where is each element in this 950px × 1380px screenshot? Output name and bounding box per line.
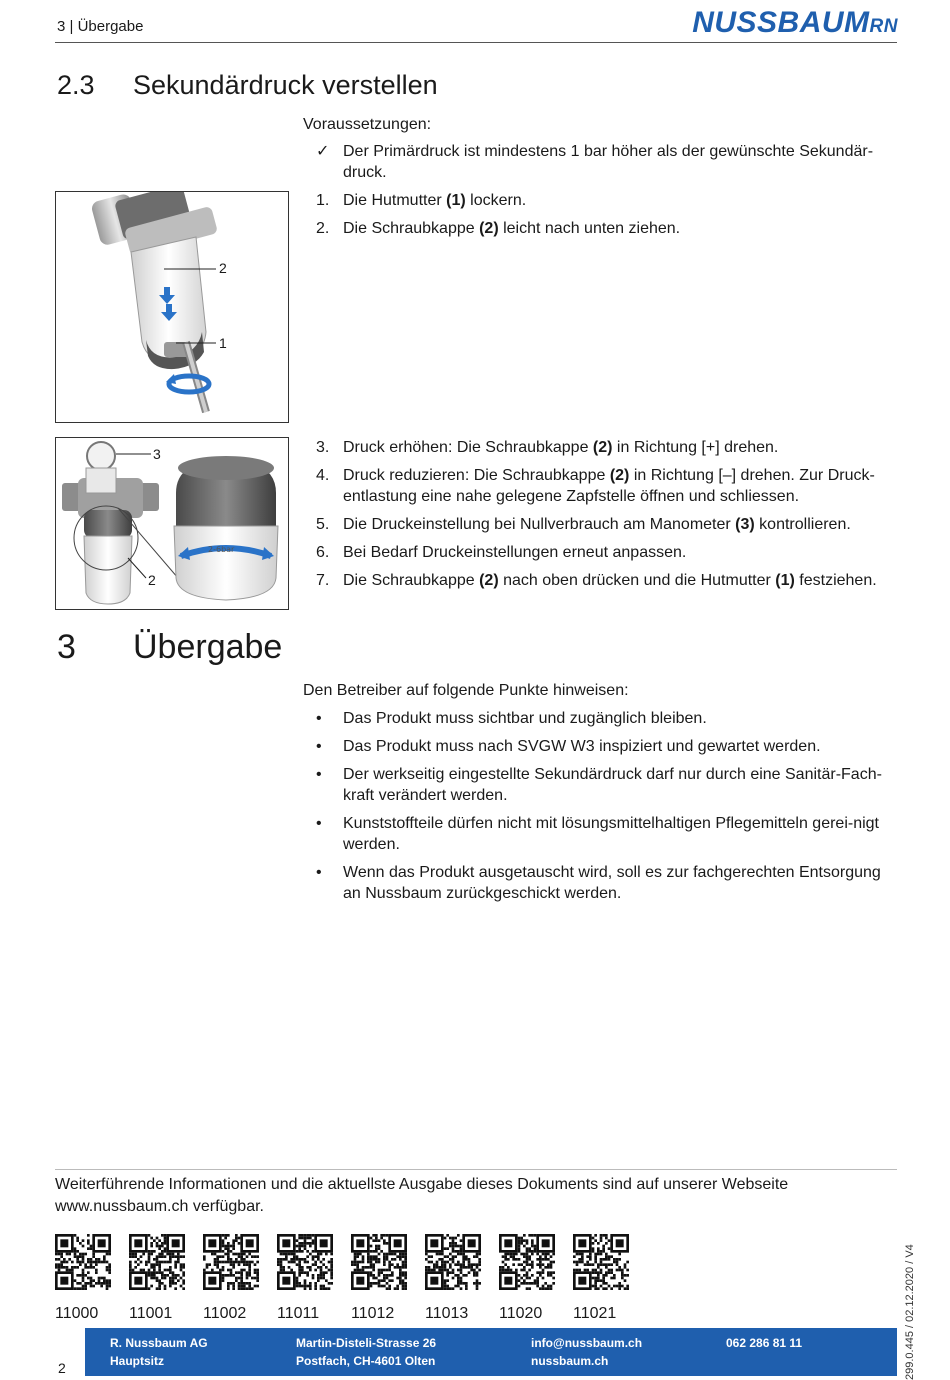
qr-code-icon (203, 1234, 259, 1290)
bullet-icon: • (316, 766, 322, 783)
address-city: Postfach, CH-4601 Olten (296, 1354, 436, 1368)
qr-code-row (55, 1234, 655, 1324)
step-text: kontrollieren. (754, 516, 851, 533)
company-name: R. Nussbaum AG (110, 1336, 208, 1350)
handover-text: Das Produkt muss nach SVGW W3 inspiziert und gewartet werden. (343, 738, 821, 755)
step-text: leicht nach unten ziehen. (498, 220, 681, 237)
qr-code-label: 11000 (55, 1305, 99, 1322)
step-item (303, 465, 898, 507)
section-2-3-heading (57, 70, 438, 101)
step-number: 1. (316, 192, 330, 209)
handover-intro: Den Betreiber auf folgende Punkte hinweisen: (303, 682, 629, 699)
steps-list-a (303, 190, 898, 246)
step-reference: (1) (446, 192, 466, 209)
handover-item (303, 736, 898, 757)
qr-code-label: 11013 (425, 1305, 469, 1322)
running-header: 3 | Übergabe (57, 18, 144, 35)
step-number: 7. (316, 572, 330, 589)
bullet-icon: • (316, 710, 322, 727)
handover-text: Der werkseitig eingestellte Sekundärdruck darf nur durch eine Sanitär-Fach-kraft verändert werden. (343, 766, 882, 804)
document-id: 299.0.445 / 02.12.2020 / V4 (904, 1244, 916, 1380)
step-reference: (2) (479, 220, 499, 237)
step-item (303, 218, 898, 239)
check-icon: ✓ (316, 143, 330, 160)
bullet-icon: • (316, 864, 322, 881)
step-reference: (2) (609, 467, 630, 484)
company-hq: Hauptsitz (110, 1354, 164, 1368)
step-text: lockern. (465, 192, 527, 209)
address-street: Martin-Disteli-Strasse 26 (296, 1336, 437, 1350)
figure-label-nut: 1 (219, 335, 227, 351)
qr-code-icon (573, 1234, 629, 1290)
figure-label-cap-2: 2 (148, 572, 156, 588)
handover-item (303, 764, 898, 806)
footer-note: Weiterführende Informationen und die aktuellste Ausgabe dieses Dokuments sind auf unserer Webseite www.nussbaum.ch verfügbar. (55, 1176, 789, 1215)
handover-bullets (303, 708, 898, 911)
scale-text: 2-6bar (208, 545, 235, 554)
step-text: nach oben drücken und die Hutmutter (498, 572, 776, 589)
step-text: Die Schraubkappe (343, 220, 480, 237)
figure-adjust-cap (55, 437, 289, 610)
handover-text: Wenn das Produkt ausgetauscht wird, soll es zur fachgerechten Entsorgung an Nussbaum zurückgeschickt werden. (343, 864, 881, 902)
step-text: Die Schraubkappe (343, 572, 480, 589)
qr-code-label: 11001 (129, 1305, 173, 1322)
section-3-heading (57, 628, 282, 667)
section-title: Sekundärdruck verstellen (133, 70, 438, 100)
step-number: 4. (316, 467, 330, 484)
qr-code-label: 11011 (277, 1305, 320, 1322)
qr-code-label: 11002 (203, 1305, 247, 1322)
step-number: 5. (316, 516, 330, 533)
footer-divider (55, 1169, 897, 1170)
qr-item[interactable] (425, 1234, 481, 1323)
contact-bar (85, 1328, 897, 1376)
website-link[interactable]: nussbaum.ch (531, 1354, 609, 1368)
step-item (303, 190, 898, 211)
handover-text: Das Produkt muss sichtbar und zugänglich bleiben. (343, 710, 707, 727)
qr-item[interactable] (203, 1234, 259, 1323)
qr-code-label: 11012 (351, 1305, 395, 1322)
qr-code-icon (425, 1234, 481, 1290)
step-item (303, 514, 898, 535)
step-text: in Richtung [–] drehen. Zur Druck-entlastung eine nahe gelegene Zapfstelle öffnen und schliessen. (343, 467, 875, 505)
handover-item (303, 708, 898, 729)
step-item (303, 570, 898, 591)
step-text: festziehen. (794, 572, 877, 589)
step-text: Druck reduzieren: Die Schraubkappe (343, 467, 610, 484)
figure-loosen-nut (55, 191, 289, 423)
steps-list-b (303, 437, 898, 598)
figure-label-cap: 2 (219, 260, 227, 276)
qr-item[interactable] (351, 1234, 407, 1323)
step-number: 2. (316, 220, 330, 237)
filter-valve-illustration (56, 192, 288, 422)
pressure-adjust-illustration (56, 438, 288, 609)
step-reference: (2) (479, 572, 499, 589)
step-text: Die Hutmutter (343, 192, 447, 209)
phone-number: 062 286 81 11 (726, 1336, 803, 1350)
bullet-icon: • (316, 738, 322, 755)
step-reference: (3) (735, 516, 755, 533)
logo-text: NUSSBAUM (692, 6, 870, 39)
prereq-item: ✓ Der Primärdruck ist mindestens 1 bar höher als der gewünschte Sekundär-druck. (316, 143, 874, 181)
qr-code-icon (351, 1234, 407, 1290)
figure-label-gauge: 3 (153, 446, 161, 462)
step-reference: (1) (775, 572, 795, 589)
step-text: Die Druckeinstellung bei Nullverbrauch am Manometer (343, 516, 736, 533)
qr-code-icon (277, 1234, 333, 1290)
section-title: Übergabe (133, 628, 283, 666)
section-number: 2.3 (57, 70, 95, 100)
step-number: 3. (316, 439, 330, 456)
logo-suffix: RN (869, 16, 898, 37)
nussbaum-logo (692, 6, 898, 40)
qr-code-label: 11021 (573, 1305, 617, 1322)
qr-item[interactable] (573, 1234, 629, 1323)
step-text: in Richtung [+] drehen. (612, 439, 779, 456)
step-text: Druck erhöhen: Die Schraubkappe (343, 439, 593, 456)
handover-text: Kunststoffteile dürfen nicht mit lösungsmittelhaltigen Pflegemitteln gerei-nigt werden. (343, 815, 879, 853)
qr-item[interactable] (55, 1234, 111, 1323)
prereq-list (303, 141, 898, 190)
bullet-icon: • (316, 815, 322, 832)
page-number: 2 (58, 1360, 66, 1376)
qr-code-icon (55, 1234, 111, 1290)
qr-item[interactable] (129, 1234, 185, 1323)
qr-code-icon (499, 1234, 555, 1290)
handover-item (303, 813, 898, 855)
qr-code-icon (129, 1234, 185, 1290)
qr-code-label: 11020 (499, 1305, 543, 1322)
handover-item (303, 862, 898, 904)
step-text: Bei Bedarf Druckeinstellungen erneut anpassen. (343, 544, 687, 561)
email-link[interactable]: info@nussbaum.ch (531, 1336, 643, 1350)
step-reference: (2) (592, 439, 613, 456)
qr-item[interactable] (499, 1234, 555, 1323)
section-number: 3 (57, 628, 76, 666)
step-item (303, 542, 898, 563)
header-divider (55, 42, 897, 43)
qr-item[interactable] (277, 1234, 333, 1323)
step-number: 6. (316, 544, 330, 561)
prereq-label: Voraussetzungen: (303, 116, 432, 133)
step-item (303, 437, 898, 458)
